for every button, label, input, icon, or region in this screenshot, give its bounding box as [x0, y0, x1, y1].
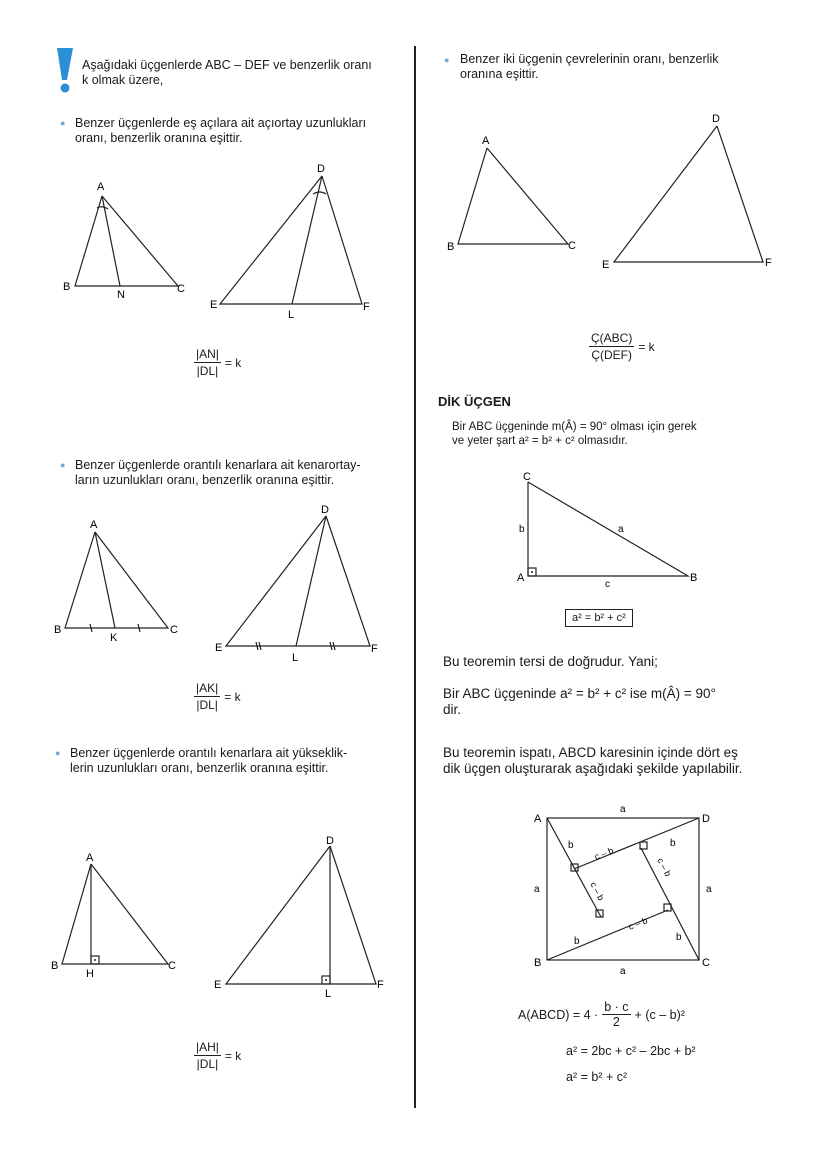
- bullet-icon: ●: [55, 748, 61, 758]
- median-figure: [50, 500, 400, 670]
- perimeter-text: [460, 52, 718, 82]
- vertex-label-B: B: [690, 572, 698, 584]
- point-label-K: K: [110, 632, 118, 644]
- area-eq-denominator: 2: [612, 1015, 620, 1029]
- vertex-label-B: B: [51, 960, 59, 972]
- bisector-line-1: Benzer üçgenlerde eş açılara ait açıortay uzunlukları: [75, 116, 367, 130]
- condition-line-1: Bir ABC üçgeninde m(Â) = 90° olması için gerek: [452, 421, 697, 433]
- vertex-label-D: D: [317, 163, 325, 175]
- vertex-label-A: A: [86, 852, 94, 864]
- bisector-line-2: oranı, benzerlik oranına eşittir.: [75, 131, 243, 145]
- median-ratio: [194, 681, 241, 712]
- perimeter-ratio: [589, 331, 655, 362]
- vertex-label-C: C: [170, 624, 178, 636]
- vertex-label-B: B: [63, 281, 71, 293]
- side-label-b: b: [519, 524, 525, 535]
- perimeter-line-1: Benzer iki üçgenin çevrelerinin oranı, benzerlik: [460, 52, 719, 66]
- vertex-label-A: A: [97, 181, 105, 193]
- ratio-numerator: |AN|: [196, 347, 219, 361]
- converse-statement: [443, 686, 716, 718]
- vertex-label-D: D: [712, 113, 720, 125]
- bullet-icon: ●: [60, 118, 66, 128]
- ratio-denominator: |DL|: [196, 698, 218, 712]
- condition-line-2: ve yeter şart a² = b² + c² olmasıdır.: [452, 435, 628, 447]
- intro-line-2: k olmak üzere,: [82, 73, 164, 87]
- point-label-H: H: [86, 968, 94, 980]
- right-triangle-figure: [510, 470, 710, 590]
- ratio-equals: = k: [224, 355, 242, 370]
- segment-label-b: b: [568, 840, 574, 851]
- area-eq-numerator: b · c: [604, 1000, 629, 1014]
- vertex-label-A: A: [482, 135, 490, 147]
- corner-label-C: C: [702, 957, 710, 969]
- exclamation-icon: [54, 46, 76, 94]
- vertex-label-E: E: [602, 259, 610, 271]
- bisector-ratio: [194, 347, 241, 378]
- bullet-icon: ●: [444, 55, 450, 65]
- vertex-label-E: E: [210, 299, 218, 311]
- segment-label-b: b: [676, 932, 682, 943]
- segment-label-b: b: [670, 838, 676, 849]
- expansion-equation: a² = 2bc + c² – 2bc + b²: [566, 1044, 696, 1058]
- median-line-1: Benzer üçgenlerde orantılı kenarlara ait kenarortay-: [75, 458, 361, 472]
- intro-text: [82, 58, 372, 88]
- bisector-figure: [50, 160, 400, 330]
- column-divider: [414, 46, 416, 1108]
- vertex-label-E: E: [215, 642, 223, 654]
- point-label-L: L: [325, 988, 332, 1000]
- corner-label-B: B: [534, 957, 542, 969]
- point-label-L: L: [292, 652, 299, 664]
- converse-line-1: Bir ABC üçgeninde a² = b² + c² ise m(Â) = 90°: [443, 686, 716, 701]
- altitude-text: [70, 746, 347, 776]
- converse-intro: Bu teoremin tersi de doğrudur. Yani;: [443, 654, 658, 669]
- point-label-L: L: [288, 309, 295, 321]
- intro-line-1: Aşağıdaki üçgenlerde ABC – DEF ve benzerlik oranı: [82, 58, 372, 72]
- altitude-ratio: [194, 1040, 241, 1071]
- vertex-label-C: C: [168, 960, 176, 972]
- converse-line-2: dir.: [443, 702, 462, 717]
- ratio-equals: = k: [224, 689, 241, 704]
- side-label-a: a: [620, 966, 626, 977]
- vertex-label-B: B: [54, 624, 62, 636]
- area-eq-left: A(ABCD) = 4 ·: [518, 1007, 599, 1022]
- vertex-label-C: C: [568, 240, 576, 252]
- altitude-figure: [50, 830, 400, 1005]
- segment-label-b: b: [574, 936, 580, 947]
- result-equation: a² = b² + c²: [566, 1070, 628, 1084]
- pythagoras-condition: [452, 420, 697, 448]
- point-label-N: N: [117, 289, 125, 301]
- ratio-denominator: |DL|: [196, 364, 219, 378]
- side-label-a: a: [534, 884, 540, 895]
- ratio-numerator: |AK|: [196, 681, 219, 695]
- side-label-a: a: [706, 884, 712, 895]
- segment-label-c-minus-b: c – b: [588, 880, 607, 903]
- proof-line-1: Bu teoremin ispatı, ABCD karesinin içinde dört eş: [443, 745, 738, 760]
- perimeter-figure: [440, 108, 780, 273]
- vertex-label-F: F: [363, 301, 370, 313]
- bisector-text: [75, 116, 366, 146]
- vertex-label-C: C: [177, 283, 185, 295]
- vertex-label-E: E: [214, 979, 222, 991]
- ratio-equals: = k: [224, 1048, 242, 1063]
- segment-label-c-minus-b: c – b: [655, 856, 674, 879]
- altitude-line-1: Benzer üçgenlerde orantılı kenarlara ait yükseklik-: [70, 746, 348, 760]
- ratio-denominator: Ç(DEF): [591, 348, 632, 362]
- area-eq-right: + (c – b)²: [634, 1007, 685, 1022]
- vertex-label-D: D: [321, 504, 329, 516]
- ratio-numerator: |AH|: [196, 1040, 219, 1054]
- corner-label-D: D: [702, 813, 710, 825]
- ratio-denominator: |DL|: [196, 1057, 219, 1071]
- vertex-label-A: A: [90, 519, 98, 531]
- vertex-label-F: F: [371, 643, 378, 655]
- vertex-label-C: C: [523, 471, 531, 483]
- vertex-label-D: D: [326, 835, 334, 847]
- vertex-label-F: F: [377, 979, 384, 991]
- ratio-numerator: Ç(ABC): [591, 331, 633, 345]
- side-label-a: a: [620, 804, 626, 815]
- vertex-label-B: B: [447, 241, 455, 253]
- vertex-label-F: F: [765, 257, 772, 269]
- side-label-c: c: [605, 579, 610, 590]
- median-text: [75, 458, 361, 488]
- perimeter-line-2: oranına eşittir.: [460, 67, 539, 81]
- section-heading: DİK ÜÇGEN: [438, 394, 511, 409]
- side-label-a: a: [618, 524, 624, 535]
- proof-intro: [443, 745, 742, 777]
- segment-label-c-minus-b: c – b: [627, 915, 649, 932]
- ratio-equals: = k: [638, 339, 655, 354]
- bullet-icon: ●: [60, 460, 66, 470]
- corner-label-A: A: [534, 813, 542, 825]
- square-proof-figure: [530, 800, 720, 980]
- altitude-line-2: lerin uzunlukları oranı, benzerlik oranına eşittir.: [70, 761, 329, 775]
- median-line-2: ların uzunlukları oranı, benzerlik oranına eşittir.: [75, 473, 335, 487]
- proof-line-2: dik üçgen oluşturarak aşağıdaki şekilde yapılabilir.: [443, 761, 743, 776]
- area-equation: [518, 1000, 685, 1029]
- vertex-label-A: A: [517, 572, 525, 584]
- boxed-formula: a² = b² + c²: [565, 609, 633, 627]
- segment-label-c-minus-b: c – b: [593, 845, 615, 862]
